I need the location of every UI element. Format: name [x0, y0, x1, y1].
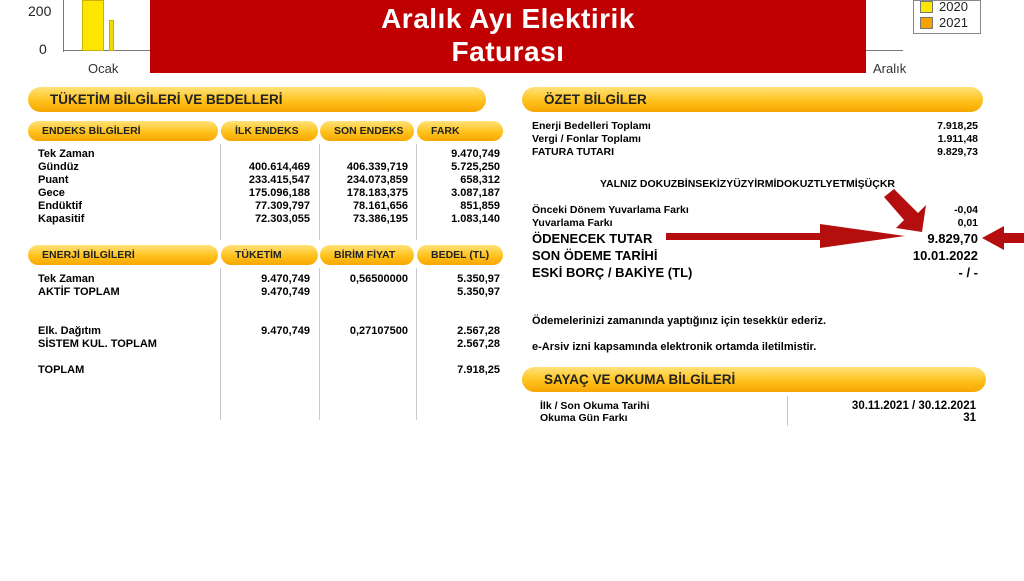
row-label: Gece — [38, 187, 65, 199]
row-label: Elk. Dağıtım — [38, 325, 101, 337]
legend-label: 2021 — [939, 15, 968, 30]
row-label: Gündüz — [38, 161, 79, 173]
row-tuketim: 9.470,749 — [261, 325, 310, 337]
y-tick-200: 200 — [28, 3, 52, 19]
odenecek-tutar-label: ÖDENECEK TUTAR — [532, 231, 653, 246]
endeks-header-ilk: İLK ENDEKS — [221, 121, 318, 141]
ozet-value: -0,04 — [954, 204, 978, 216]
row-ilk: 233.415,547 — [248, 174, 310, 186]
row-fark: 658,312 — [460, 174, 500, 186]
row-label: TOPLAM — [38, 364, 85, 376]
enerji-header-bedel: BEDEL (TL) — [417, 245, 503, 265]
eski-borc-label: ESKİ BORÇ / BAKİYE (TL) — [532, 265, 693, 280]
row-son: 178.183,375 — [346, 187, 408, 199]
month-label: Ocak — [88, 61, 119, 76]
row-birim: 0,56500000 — [349, 273, 408, 285]
ozet-label: Yuvarlama Farkı — [532, 217, 613, 229]
row-bedel: 5.350,97 — [457, 286, 500, 298]
endeks-header-label: ENDEKS BİLGİLERİ — [28, 121, 218, 141]
row-fark: 5.725,250 — [451, 161, 500, 173]
ozet-label: Enerji Bedelleri Toplamı — [532, 120, 651, 132]
ozet-label: Önceki Dönem Yuvarlama Farkı — [532, 204, 689, 216]
amount-in-words: YALNIZ DOKUZBİNSEKİZYÜZYİRMİDOKUZTLYETMİŞÜÇKR — [600, 178, 895, 190]
sayac-label: Okuma Gün Farkı — [540, 412, 628, 424]
month-label: Aralık — [873, 61, 907, 76]
title-line-2: Faturası — [451, 36, 565, 67]
sayac-header: SAYAÇ VE OKUMA BİLGİLERİ — [522, 367, 986, 392]
row-ilk: 175.096,188 — [248, 187, 310, 199]
ozet-label: FATURA TUTARI — [532, 146, 615, 158]
row-son: 78.161,656 — [352, 200, 408, 212]
row-fark: 9.470,749 — [451, 148, 500, 160]
odenecek-tutar-value: 9.829,70 — [927, 231, 978, 246]
row-bedel: 2.567,28 — [457, 325, 500, 337]
legend-label: 2020 — [939, 0, 968, 14]
y-tick-0: 0 — [39, 41, 47, 57]
ozet-label: Vergi / Fonlar Toplamı — [532, 133, 641, 145]
ozet-value: 7.918,25 — [937, 120, 978, 132]
row-tuketim: 9.470,749 — [261, 286, 310, 298]
sayac-value: 31 — [963, 412, 976, 424]
row-fark: 1.083,140 — [451, 213, 500, 225]
row-label: SİSTEM KUL. TOPLAM — [38, 338, 157, 350]
endeks-header-fark: FARK — [417, 121, 503, 141]
enerji-header-tuketim: TÜKETİM — [221, 245, 318, 265]
row-label: Puant — [38, 174, 69, 186]
row-fark: 851,859 — [460, 200, 500, 212]
eski-borc-value: - / - — [958, 265, 978, 280]
row-fark: 3.087,187 — [451, 187, 500, 199]
row-ilk: 77.309,797 — [254, 200, 310, 212]
row-bedel: 5.350,97 — [457, 273, 500, 285]
row-ilk: 400.614,469 — [248, 161, 310, 173]
ozet-header: ÖZET BİLGİLER — [522, 87, 983, 112]
row-label: Tek Zaman — [38, 148, 95, 160]
tuketim-header: TÜKETİM BİLGİLERİ VE BEDELLERİ — [28, 87, 486, 112]
row-birim: 0,27107500 — [349, 325, 408, 337]
row-son: 406.339,719 — [346, 161, 408, 173]
arrow-down-icon — [884, 189, 926, 232]
row-label: Tek Zaman — [38, 273, 95, 285]
row-tuketim: 9.470,749 — [261, 273, 310, 285]
title-line-1: Aralık Ayı Elektirik — [381, 3, 635, 34]
arrow-right-icon — [666, 224, 905, 248]
endeks-header-son: SON ENDEKS — [320, 121, 414, 141]
row-label: Endüktif — [38, 200, 82, 212]
arrow-left-icon — [982, 226, 1024, 250]
row-ilk: 72.303,055 — [254, 213, 310, 225]
ozet-value: 0,01 — [957, 217, 978, 229]
enerji-header-birim: BİRİM FİYAT — [320, 245, 414, 265]
thanks-note: Ödemelerinizi zamanında yaptığınız için tesekkür ederiz. — [532, 315, 827, 327]
row-son: 73.386,195 — [352, 213, 408, 225]
sayac-value: 30.11.2021 / 30.12.2021 — [851, 400, 976, 412]
row-bedel: 7.918,25 — [457, 364, 500, 376]
row-bedel: 2.567,28 — [457, 338, 500, 350]
ozet-value: 9.829,73 — [937, 146, 978, 158]
ozet-value: 1.911,48 — [937, 133, 978, 145]
row-label: Kapasitif — [38, 213, 85, 225]
sayac-label: İlk / Son Okuma Tarihi — [540, 400, 650, 412]
enerji-header-label: ENERJİ BİLGİLERİ — [28, 245, 218, 265]
son-odeme-label: SON ÖDEME TARİHİ — [532, 248, 658, 263]
row-label: AKTİF TOPLAM — [38, 286, 120, 298]
row-son: 234.073,859 — [346, 174, 408, 186]
earsiv-note: e-Arsiv izni kapsamında elektronik ortamda iletilmistir. — [532, 341, 817, 353]
son-odeme-value: 10.01.2022 — [912, 248, 978, 263]
